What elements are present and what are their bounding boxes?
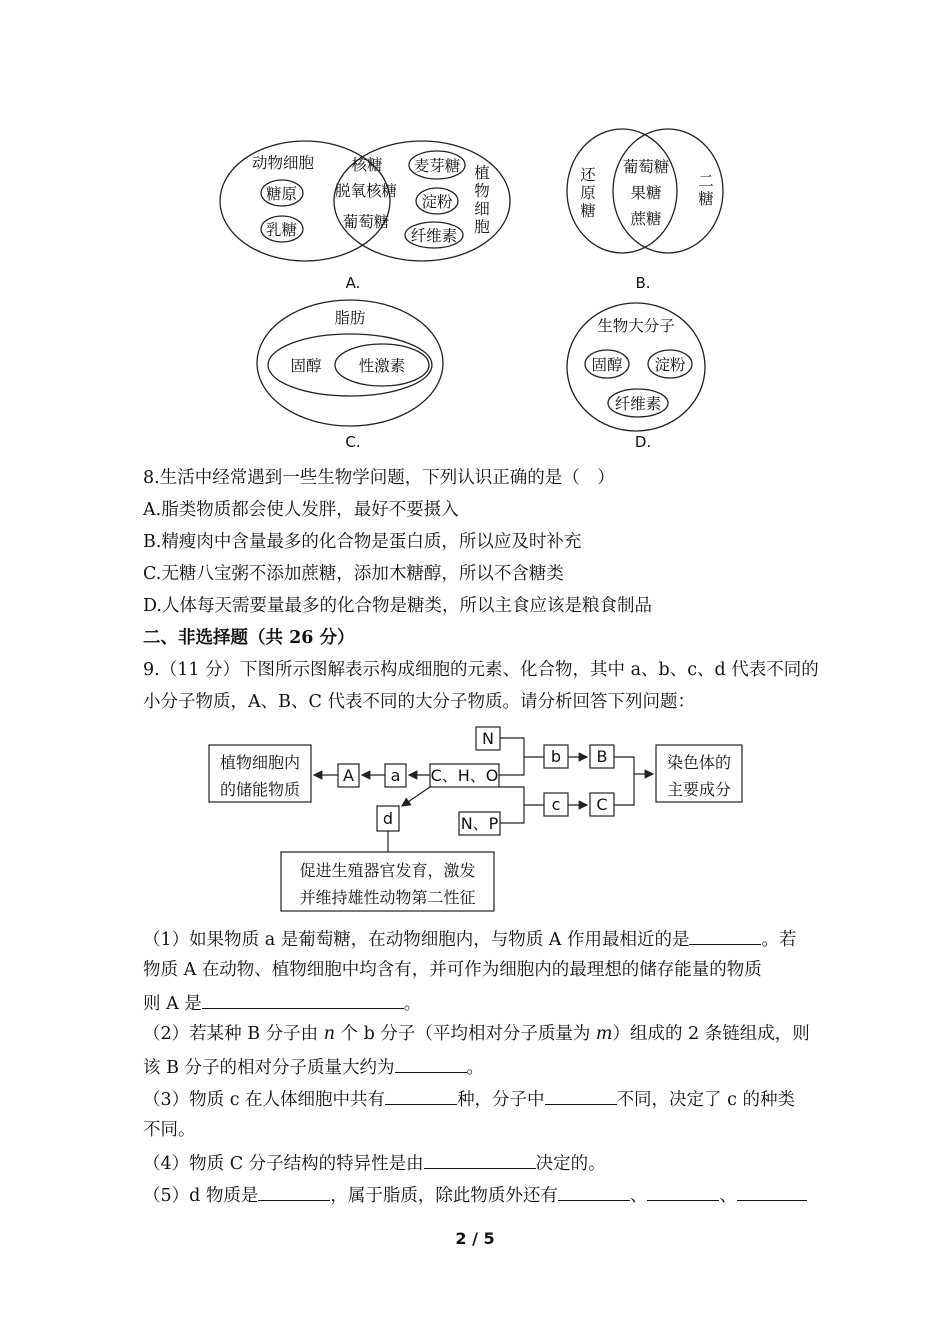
- chromosome-label-1: 染色体的: [666, 753, 732, 772]
- q9-sub2-text-e: 。: [466, 1058, 484, 1078]
- box-a: [385, 764, 406, 787]
- q9-sub3-text-b: 种，分子中: [457, 1090, 545, 1110]
- q9-sub4-text-a: （4）物质 C 分子结构的特异性是由: [143, 1154, 424, 1174]
- venn-a-left-item-1: 糖原: [266, 185, 298, 203]
- q8-option-c: C.无糖八宝粥不添加蔗糖，添加木糖醇，所以不含糖类: [143, 564, 564, 584]
- answer-blank-5[interactable]: [545, 1086, 617, 1105]
- venn-a-middle-item-2: 脱氧核糖: [334, 182, 398, 200]
- q8-option-a: A.脂类物质都会使人发胖，最好不要摄入: [143, 500, 459, 520]
- label-c: c: [551, 795, 561, 814]
- answer-blank-9[interactable]: [647, 1182, 719, 1201]
- q9-sub4-line-1: [143, 1150, 823, 1176]
- q9-sub2-var-n: n: [323, 1024, 335, 1044]
- q9-sub3-text-a: （3）物质 c 在人体细胞中共有: [143, 1090, 386, 1110]
- label-a: a: [390, 766, 401, 785]
- q9-sub2-text-c: ）组成的 2 条链组成，则: [612, 1024, 810, 1044]
- answer-blank-2[interactable]: [202, 990, 404, 1009]
- box-c: [544, 793, 568, 816]
- box-hormone: [281, 852, 494, 911]
- venn-c-middle-label: 固醇: [290, 357, 322, 375]
- venn-b-middle-item-2: 果糖: [630, 184, 662, 202]
- q9-sub2-line-1: [143, 1022, 823, 1046]
- answer-blank-3[interactable]: [395, 1054, 467, 1073]
- q9-sub5-sep-2: 、: [719, 1186, 737, 1206]
- venn-a-left-item-2: 乳糖: [266, 221, 298, 239]
- q9-sub1-text-a: （1）如果物质 a 是葡萄糖，在动物细胞内，与物质 A 作用最相近的是: [143, 930, 690, 950]
- venn-d-item-3: 纤维素: [614, 395, 662, 413]
- label-CHO: C、H、O: [430, 766, 499, 785]
- box-b: [544, 745, 568, 768]
- answer-blank-6[interactable]: [424, 1150, 536, 1169]
- venn-a-right-item-3: 纤维素: [410, 227, 458, 245]
- label-B: B: [596, 747, 608, 766]
- q9-sub5-sep-1: 、: [629, 1186, 648, 1206]
- venn-d-outer-label: 生物大分子: [597, 317, 675, 335]
- hormone-label-1: 促进生殖器官发育，激发: [299, 861, 476, 880]
- venn-c-caption: C.: [345, 433, 361, 451]
- q9-sub1-line-3: [143, 990, 823, 1016]
- venn-a-caption: A.: [345, 274, 361, 292]
- venn-d-item-1: 固醇: [591, 356, 623, 374]
- venn-a-middle-item-3: 葡萄糖: [342, 213, 390, 231]
- answer-blank-1[interactable]: [689, 926, 761, 945]
- answer-blank-10[interactable]: [737, 1182, 807, 1201]
- q9-sub1-text-b: 。若: [761, 930, 797, 950]
- q9-sub5-line-1: [143, 1182, 823, 1208]
- q9-sub2-text-d: 该 B 分子的相对分子质量大约为: [143, 1058, 395, 1078]
- box-chromosome: [656, 745, 742, 802]
- venn-b-right-title-1: 二: [698, 172, 714, 190]
- venn-b-left-title-1: 还: [580, 166, 596, 184]
- q9-sub4-text-b: 决定的。: [535, 1154, 606, 1174]
- box-N: [476, 727, 500, 750]
- page-number: 2 / 5: [455, 1229, 495, 1248]
- box-A: [338, 764, 359, 787]
- venn-a-right-item-2: 淀粉: [421, 193, 453, 211]
- q9-stem-line-2: 小分子物质，A、B、C 代表不同的大分子物质。请分析回答下列问题：: [143, 692, 695, 712]
- chromosome-label-2: 主要成分: [666, 780, 732, 799]
- storage-label-2: 的储能物质: [219, 780, 301, 799]
- venn-a-right-item-1: 麦芽糖: [413, 157, 461, 175]
- q8-stem: 8.生活中经常遇到一些生物学问题，下列认识正确的是（ ）: [143, 468, 615, 488]
- venn-a-right-title-2: 物: [474, 182, 490, 200]
- venn-b-middle-item-3: 蔗糖: [630, 210, 662, 228]
- box-CHO: [430, 764, 499, 787]
- q9-sub3-text-c: 不同，决定了 c 的种类: [616, 1090, 795, 1110]
- q9-sub2-text-b: 个 b 分子（平均相对分子质量为: [334, 1024, 596, 1044]
- venn-b-middle-item-1: 葡萄糖: [622, 158, 670, 176]
- venn-a-middle-item-1: 核糖: [351, 156, 383, 174]
- label-C: C: [596, 795, 608, 814]
- q9-sub5-text-b: ，属于脂质，除此物质外还有: [330, 1186, 558, 1206]
- q9-sub1-line-1: [143, 926, 823, 952]
- venn-d-item-2: 淀粉: [654, 356, 686, 374]
- venn-b-caption: B.: [635, 274, 651, 292]
- q9-sub3-line-2: 不同。: [143, 1120, 196, 1140]
- label-A: A: [343, 766, 354, 785]
- box-B: [590, 745, 614, 768]
- q9-sub2-line-2: [143, 1054, 823, 1080]
- venn-a-left-title: 动物细胞: [252, 154, 315, 172]
- answer-blank-8[interactable]: [558, 1182, 630, 1201]
- answer-blank-4[interactable]: [385, 1086, 457, 1105]
- section-2-title: 二、非选择题（共 26 分）: [143, 628, 355, 648]
- q9-stem-line-1: 9.（11 分）下图所示图解表示构成细胞的元素、化合物，其中 a、b、c、d 代表不同的: [143, 660, 819, 680]
- q9-sub1-text-c: 则 A 是: [143, 994, 202, 1014]
- box-C: [590, 793, 614, 816]
- label-b: b: [550, 747, 562, 766]
- venn-figures: [0, 0, 950, 460]
- label-NP: N、P: [460, 814, 499, 833]
- q9-sub2-var-m: m: [595, 1024, 613, 1044]
- box-storage: [209, 745, 311, 802]
- q8-option-b: B.精瘦肉中含量最多的化合物是蛋白质，所以应及时补充: [143, 532, 582, 552]
- q9-sub5-text-a: （5）d 物质是: [143, 1186, 259, 1206]
- answer-blank-7[interactable]: [258, 1182, 330, 1201]
- box-NP: [459, 812, 500, 835]
- q9-sub2-text-a: （2）若某种 B 分子由: [143, 1024, 324, 1044]
- q8-option-d: D.人体每天需要量最多的化合物是糖类，所以主食应该是粮食制品: [143, 596, 652, 616]
- hormone-label-2: 并维持雄性动物第二性征: [299, 888, 476, 907]
- q9-sub3-line-1: [143, 1086, 823, 1112]
- q9-sub1-text-d: 。: [403, 994, 422, 1014]
- venn-a-right-title-4: 胞: [474, 218, 490, 236]
- label-d: d: [382, 809, 394, 828]
- label-N: N: [482, 729, 494, 748]
- q9-sub1-line-2: 物质 A 在动物、植物细胞中均含有，并可作为细胞内的最理想的储存能量的物质: [143, 960, 762, 980]
- venn-a-right-title-1: 植: [474, 164, 490, 182]
- venn-a-right-title-3: 细: [474, 200, 490, 218]
- venn-c-outer-label: 脂肪: [334, 309, 366, 327]
- storage-label-1: 植物细胞内: [219, 753, 301, 772]
- venn-b-right-title-2: 糖: [698, 190, 714, 208]
- venn-c-inner-label: 性激素: [358, 357, 406, 375]
- box-d: [377, 806, 399, 831]
- venn-b-left-title-2: 原: [580, 184, 596, 202]
- venn-d-caption: D.: [634, 433, 652, 451]
- venn-b-left-title-3: 糖: [580, 202, 596, 220]
